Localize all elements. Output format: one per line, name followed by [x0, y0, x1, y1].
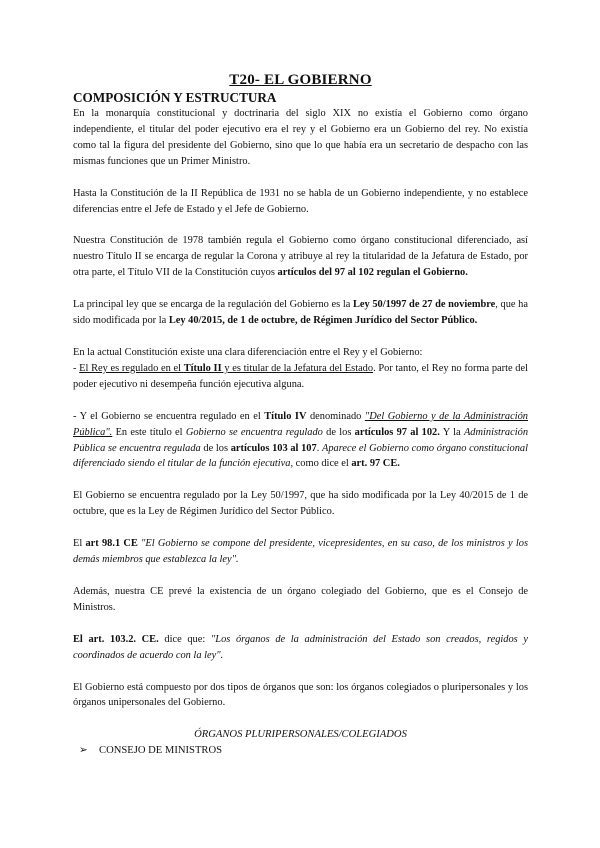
paragraph-gobierno-titulo-iv: - Y el Gobierno se encuentra regulado en el Título IV denominado "Del Gobierno y de la Administración Pública". En este título el Gobierno se encuentra regulado de los artículos 97 al 102. Y la Administración Pública se encuentra regulada de los artículos 103 al 107. Aparece el Gobierno como órgano constitucional diferenciado siendo el titular de la función ejecutiva, como dice el art. 97 CE.	[73, 410, 529, 470]
subheading-organos: ÓRGANOS PLURIPERSONALES/COLEGIADOS	[194, 729, 407, 741]
document-page	[73, 70, 528, 759]
paragraph-art-98: El art 98.1 CE "El Gobierno se compone del presidente, vicepresidentes, en su caso, de los ministros y los demás miembros que establezca la ley".	[73, 538, 528, 566]
section-heading: COMPOSICIÓN Y ESTRUCTURA	[73, 90, 277, 105]
paragraph-consejo-ministros: Además, nuestra CE prevé la existencia de un órgano colegiado del Gobierno, que es el Consejo de Ministros.	[73, 585, 528, 613]
paragraph-monarquia: En la monarquía constitucional y doctrinaria del siglo XIX no existía el Gobierno como órgano independiente, el titular del poder ejecutivo era el rey y el Gobierno era un Gobierno del rey. No existía como tal la figura del presidente del Gobierno, sino que lo que había era un secretario de despacho con las mismas funciones que un Primer Ministro.	[73, 108, 528, 167]
paragraph-ley-50-1997: El Gobierno se encuentra regulado por la Ley 50/1997, que ha sido modificada por la Ley 40/2015 de 1 de octubre, que es la Ley de Régimen Jurídico del Sector Público.	[73, 490, 528, 518]
paragraph-composicion: El Gobierno está compuesto por dos tipos de órganos que son: los órganos colegiados o pluripersonales y los órganos unipersonales del Gobierno.	[73, 681, 528, 709]
page-title: T20- EL GOBIERNO	[229, 72, 372, 88]
list-item: ➢ CONSEJO DE MINISTROS	[73, 743, 528, 759]
arrow-bullet-icon: ➢	[79, 745, 88, 757]
paragraph-segunda-republica: Hasta la Constitución de la II República de 1931 no se habla de un Gobierno independiente, y no establece diferencias entre el Jefe de Estado y el Jefe de Gobierno.	[73, 187, 528, 215]
paragraph-ley-principal: La principal ley que se encarga de la regulación del Gobierno es la Ley 50/1997 de 27 de noviembre, que ha sido modificada por la Ley 40/2015, de 1 de octubre, de Régimen Jurídico del Sector Público.	[73, 299, 528, 327]
paragraph-art-103: El art. 103.2. CE. dice que: "Los órganos de la administración del Estado son creados, regidos y coordinados de acuerdo con la ley".	[73, 633, 528, 661]
paragraph-diferenciacion: En la actual Constitución existe una clara diferenciación entre el Rey y el Gobierno: - El Rey es regulado en el Título II y es titular de la Jefatura del Estado. Por tanto, el Rey no forma parte del poder ejecutivo ni desempeña función ejecutiva alguna.	[73, 346, 529, 390]
paragraph-constitucion-1978: Nuestra Constitución de 1978 también regula el Gobierno como órgano constitucional diferenciado, así nuestro Título II se encarga de regular la Corona y atribuye al rey la titularidad de la Jefatura de Estado, por otra parte, el Título VII de la Constitución cuyos artículos del 97 al 102 regulan el Gobierno.	[73, 235, 528, 279]
